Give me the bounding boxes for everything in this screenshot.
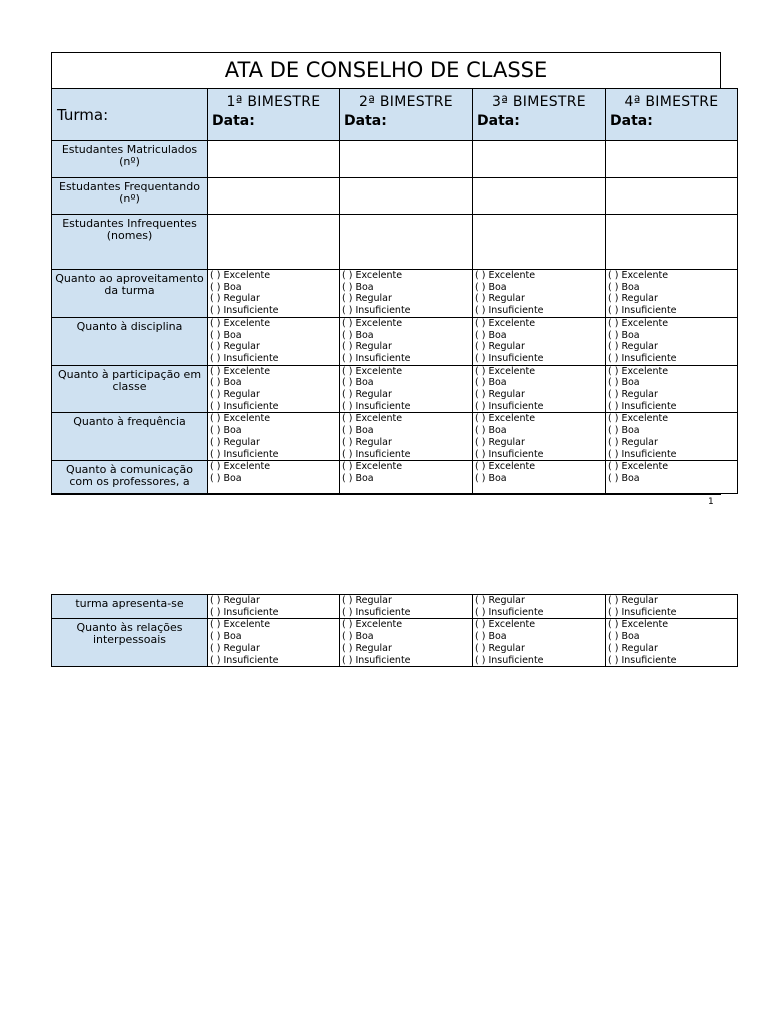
rating-option[interactable]: ( ) Excelente xyxy=(210,461,271,473)
rating-option[interactable]: ( ) Insuficiente xyxy=(608,400,677,412)
options-cell[interactable] xyxy=(606,461,738,494)
document-title: ATA DE CONSELHO DE CLASSE xyxy=(51,52,721,89)
rating-row xyxy=(52,365,738,413)
rating-option[interactable]: ( ) Excelente xyxy=(608,413,669,425)
options-cell[interactable] xyxy=(340,461,473,494)
input-cell[interactable] xyxy=(340,215,473,270)
rating-option[interactable]: ( ) Excelente xyxy=(210,365,271,377)
input-cell[interactable] xyxy=(208,215,340,270)
rating-row-label: Quanto à disciplina xyxy=(52,317,208,365)
rating-option[interactable]: ( ) Insuficiente xyxy=(475,400,544,412)
rating-option[interactable]: ( ) Insuficiente xyxy=(475,606,544,618)
options-cell[interactable] xyxy=(340,595,473,619)
rating-option[interactable]: ( ) Excelente xyxy=(342,413,403,425)
bimester-2-label: 2ª BIMESTRE xyxy=(359,94,453,110)
rating-options xyxy=(208,270,339,317)
rating-option[interactable]: ( ) Regular xyxy=(475,436,525,448)
rating-option[interactable]: ( ) Boa xyxy=(608,631,640,643)
bimester-1-header xyxy=(208,89,340,141)
row-label-matriculados: Estudantes Matriculados (nº) xyxy=(52,141,208,178)
rating-options xyxy=(473,270,605,317)
rating-option[interactable]: ( ) Excelente xyxy=(210,317,271,329)
rating-option[interactable]: ( ) Insuficiente xyxy=(475,305,544,317)
rating-option[interactable]: ( ) Regular xyxy=(342,389,392,401)
options-cell[interactable] xyxy=(208,461,340,494)
options-cell[interactable] xyxy=(340,413,473,461)
rating-option[interactable]: ( ) Insuficiente xyxy=(210,305,279,317)
council-table-continued xyxy=(51,594,738,667)
rating-option[interactable]: ( ) Boa xyxy=(342,377,374,389)
options-cell[interactable] xyxy=(473,365,606,413)
rating-rows xyxy=(52,270,738,494)
rating-option[interactable]: ( ) Regular xyxy=(608,293,658,305)
rating-option[interactable]: ( ) Regular xyxy=(608,436,658,448)
bimester-2-header xyxy=(340,89,473,141)
rating-option[interactable]: ( ) Insuficiente xyxy=(342,400,411,412)
rating-options xyxy=(606,461,737,484)
options-cell[interactable] xyxy=(606,365,738,413)
bimester-3-date: Data: xyxy=(477,113,520,129)
rating-option[interactable]: ( ) Excelente xyxy=(475,461,536,473)
input-cell[interactable] xyxy=(473,141,606,178)
rating-option[interactable]: ( ) Regular xyxy=(210,389,260,401)
rating-option[interactable]: ( ) Excelente xyxy=(608,619,669,631)
rating-option[interactable]: ( ) Regular xyxy=(342,341,392,353)
input-cell[interactable] xyxy=(606,178,738,215)
rating-option[interactable]: ( ) Regular xyxy=(342,642,392,654)
rating-options xyxy=(208,595,339,618)
council-table xyxy=(51,88,738,494)
rating-option[interactable]: ( ) Regular xyxy=(342,293,392,305)
row-label-infrequentes: Estudantes Infrequentes (nomes) xyxy=(52,215,208,270)
rating-options xyxy=(473,413,605,460)
rating-option[interactable]: ( ) Regular xyxy=(210,293,260,305)
input-cell[interactable] xyxy=(473,178,606,215)
rating-option[interactable]: ( ) Insuficiente xyxy=(608,352,677,364)
input-cell[interactable] xyxy=(473,215,606,270)
bimester-4-header xyxy=(606,89,738,141)
rating-option[interactable]: ( ) Excelente xyxy=(475,317,536,329)
rating-options xyxy=(340,318,472,365)
bimester-3-header xyxy=(473,89,606,141)
options-cell[interactable] xyxy=(473,595,606,619)
rating-options xyxy=(606,619,737,666)
options-cell[interactable] xyxy=(473,461,606,494)
rating-option[interactable]: ( ) Regular xyxy=(608,389,658,401)
rating-option[interactable]: ( ) Regular xyxy=(210,341,260,353)
rating-option[interactable]: ( ) Insuficiente xyxy=(210,352,279,364)
rating-option[interactable]: ( ) Boa xyxy=(608,329,640,341)
rating-option[interactable]: ( ) Boa xyxy=(608,281,640,293)
rating-option[interactable]: ( ) Boa xyxy=(475,631,507,643)
rating-options xyxy=(606,413,737,460)
rating-option[interactable]: ( ) Excelente xyxy=(342,270,403,281)
rating-option[interactable]: ( ) Boa xyxy=(475,425,507,437)
rating-row-label: Quanto à comunicação com os professores, a xyxy=(52,461,208,494)
input-cell[interactable] xyxy=(208,178,340,215)
bimester-2-date: Data: xyxy=(344,113,387,129)
rating-option[interactable]: ( ) Boa xyxy=(210,472,242,484)
rating-row-label: Quanto à participação em classe xyxy=(52,365,208,413)
rating-option[interactable]: ( ) Boa xyxy=(475,281,507,293)
rating-option[interactable]: ( ) Excelente xyxy=(342,365,403,377)
rating-option[interactable]: ( ) Insuficiente xyxy=(210,448,279,460)
input-cell[interactable] xyxy=(606,141,738,178)
rating-options xyxy=(340,413,472,460)
rating-option[interactable]: ( ) Boa xyxy=(210,377,242,389)
rating-options xyxy=(473,595,605,618)
rating-option[interactable]: ( ) Excelente xyxy=(475,413,536,425)
turma-label: Turma: xyxy=(52,89,208,141)
rating-row xyxy=(52,413,738,461)
rating-options xyxy=(606,366,737,413)
rating-option[interactable]: ( ) Boa xyxy=(475,329,507,341)
options-cell[interactable] xyxy=(606,413,738,461)
options-cell[interactable] xyxy=(473,317,606,365)
input-cell[interactable] xyxy=(208,141,340,178)
rating-option[interactable]: ( ) Insuficiente xyxy=(342,352,411,364)
rating-options xyxy=(606,270,737,317)
rating-option[interactable]: ( ) Regular xyxy=(475,341,525,353)
rating-option[interactable]: ( ) Insuficiente xyxy=(210,654,279,666)
bimester-4-label: 4ª BIMESTRE xyxy=(624,94,719,110)
rating-option[interactable]: ( ) Boa xyxy=(608,472,640,484)
rating-option[interactable]: ( ) Boa xyxy=(210,329,242,341)
rating-options xyxy=(473,461,605,484)
bimester-1-date: Data: xyxy=(212,113,255,129)
rating-option[interactable]: ( ) Regular xyxy=(210,595,260,606)
rating-option[interactable]: ( ) Boa xyxy=(210,631,242,643)
rating-row xyxy=(52,461,738,494)
rating-option[interactable]: ( ) Excelente xyxy=(608,365,669,377)
rating-option[interactable]: ( ) Boa xyxy=(210,425,242,437)
rating-option[interactable]: ( ) Regular xyxy=(608,595,658,606)
rating-row-label: Quanto à frequência xyxy=(52,413,208,461)
rating-option[interactable]: ( ) Regular xyxy=(608,341,658,353)
rating-options xyxy=(208,461,339,484)
rating-option[interactable]: ( ) Excelente xyxy=(210,619,271,631)
rating-option[interactable]: ( ) Excelente xyxy=(608,461,669,473)
rating-option[interactable]: ( ) Regular xyxy=(475,642,525,654)
options-cell[interactable] xyxy=(208,365,340,413)
rating-options xyxy=(473,619,605,666)
rating-options xyxy=(473,318,605,365)
page-number: 1 xyxy=(708,497,714,507)
rating-option[interactable]: ( ) Regular xyxy=(342,595,392,606)
rating-option[interactable]: ( ) Excelente xyxy=(210,413,271,425)
options-cell[interactable] xyxy=(208,619,340,667)
options-cell[interactable] xyxy=(473,413,606,461)
options-cell[interactable] xyxy=(208,270,340,318)
options-cell[interactable] xyxy=(340,619,473,667)
rating-options xyxy=(340,461,472,484)
options-cell[interactable] xyxy=(606,595,738,619)
rating-options xyxy=(340,270,472,317)
rating-options xyxy=(208,413,339,460)
rating-option[interactable]: ( ) Excelente xyxy=(475,619,536,631)
options-cell[interactable] xyxy=(473,270,606,318)
rating-option[interactable]: ( ) Insuficiente xyxy=(608,654,677,666)
options-cell[interactable] xyxy=(208,317,340,365)
rating-option[interactable]: ( ) Insuficiente xyxy=(608,606,677,618)
rating-option[interactable]: ( ) Boa xyxy=(608,377,640,389)
rating-option[interactable]: ( ) Regular xyxy=(210,642,260,654)
rating-option[interactable]: ( ) Insuficiente xyxy=(210,400,279,412)
rating-option[interactable]: ( ) Boa xyxy=(475,472,507,484)
rating-option[interactable]: ( ) Boa xyxy=(210,281,242,293)
rating-option[interactable]: ( ) Boa xyxy=(475,377,507,389)
options-cell[interactable] xyxy=(208,413,340,461)
rating-row xyxy=(52,317,738,365)
rating-row xyxy=(52,270,738,318)
rating-option[interactable]: ( ) Insuficiente xyxy=(342,606,411,618)
options-cell[interactable] xyxy=(340,317,473,365)
rating-options xyxy=(208,366,339,413)
options-cell[interactable] xyxy=(340,365,473,413)
rating-options xyxy=(208,318,339,365)
rating-option[interactable]: ( ) Excelente xyxy=(608,317,669,329)
options-cell[interactable] xyxy=(208,595,340,619)
rating-option[interactable]: ( ) Excelente xyxy=(342,619,403,631)
options-cell[interactable] xyxy=(606,317,738,365)
rating-option[interactable]: ( ) Insuficiente xyxy=(342,448,411,460)
rating-option[interactable]: ( ) Regular xyxy=(608,642,658,654)
rating-row-label: Quanto ao aproveitamento da turma xyxy=(52,270,208,318)
rating-option[interactable]: ( ) Regular xyxy=(210,436,260,448)
rating-option[interactable]: ( ) Insuficiente xyxy=(342,654,411,666)
row-label-comunicacao-cont: turma apresenta-se xyxy=(52,595,208,619)
rating-option[interactable]: ( ) Insuficiente xyxy=(608,448,677,460)
rating-options xyxy=(340,595,472,618)
bimester-4-date: Data: xyxy=(610,113,653,129)
bimester-3-label: 3ª BIMESTRE xyxy=(492,94,586,110)
rating-option[interactable]: ( ) Excelente xyxy=(475,270,536,281)
rating-option[interactable]: ( ) Excelente xyxy=(342,317,403,329)
rating-option[interactable]: ( ) Regular xyxy=(475,595,525,606)
options-cell[interactable] xyxy=(340,270,473,318)
rating-option[interactable]: ( ) Boa xyxy=(608,425,640,437)
rating-option[interactable]: ( ) Excelente xyxy=(608,270,669,281)
rating-option[interactable]: ( ) Boa xyxy=(342,329,374,341)
input-cell[interactable] xyxy=(340,178,473,215)
rating-option[interactable]: ( ) Excelente xyxy=(210,270,271,281)
rating-options xyxy=(340,366,472,413)
rating-option[interactable]: ( ) Regular xyxy=(475,389,525,401)
rating-option[interactable]: ( ) Insuficiente xyxy=(475,654,544,666)
rating-options xyxy=(606,595,737,618)
bimester-1-label: 1ª BIMESTRE xyxy=(226,94,321,110)
page-bottom-rule xyxy=(51,494,721,495)
rating-options xyxy=(340,619,472,666)
options-cell[interactable] xyxy=(473,619,606,667)
options-cell[interactable] xyxy=(606,270,738,318)
rating-options xyxy=(606,318,737,365)
input-cell[interactable] xyxy=(606,215,738,270)
rating-option[interactable]: ( ) Insuficiente xyxy=(475,352,544,364)
rating-option[interactable]: ( ) Regular xyxy=(342,436,392,448)
rating-option[interactable]: ( ) Excelente xyxy=(475,365,536,377)
rating-option[interactable]: ( ) Insuficiente xyxy=(342,305,411,317)
options-cell[interactable] xyxy=(606,619,738,667)
rating-option[interactable]: ( ) Excelente xyxy=(342,461,403,473)
rating-option[interactable]: ( ) Boa xyxy=(342,631,374,643)
rating-option[interactable]: ( ) Insuficiente xyxy=(608,305,677,317)
row-label-relacoes: Quanto às relações interpessoais xyxy=(52,619,208,667)
rating-options xyxy=(208,619,339,666)
rating-option[interactable]: ( ) Boa xyxy=(342,425,374,437)
rating-options xyxy=(473,366,605,413)
rating-option[interactable]: ( ) Insuficiente xyxy=(210,606,279,618)
row-label-frequentando: Estudantes Frequentando (nº) xyxy=(52,178,208,215)
rating-option[interactable]: ( ) Regular xyxy=(475,293,525,305)
rating-option[interactable]: ( ) Insuficiente xyxy=(475,448,544,460)
rating-option[interactable]: ( ) Boa xyxy=(342,472,374,484)
rating-option[interactable]: ( ) Boa xyxy=(342,281,374,293)
input-cell[interactable] xyxy=(340,141,473,178)
